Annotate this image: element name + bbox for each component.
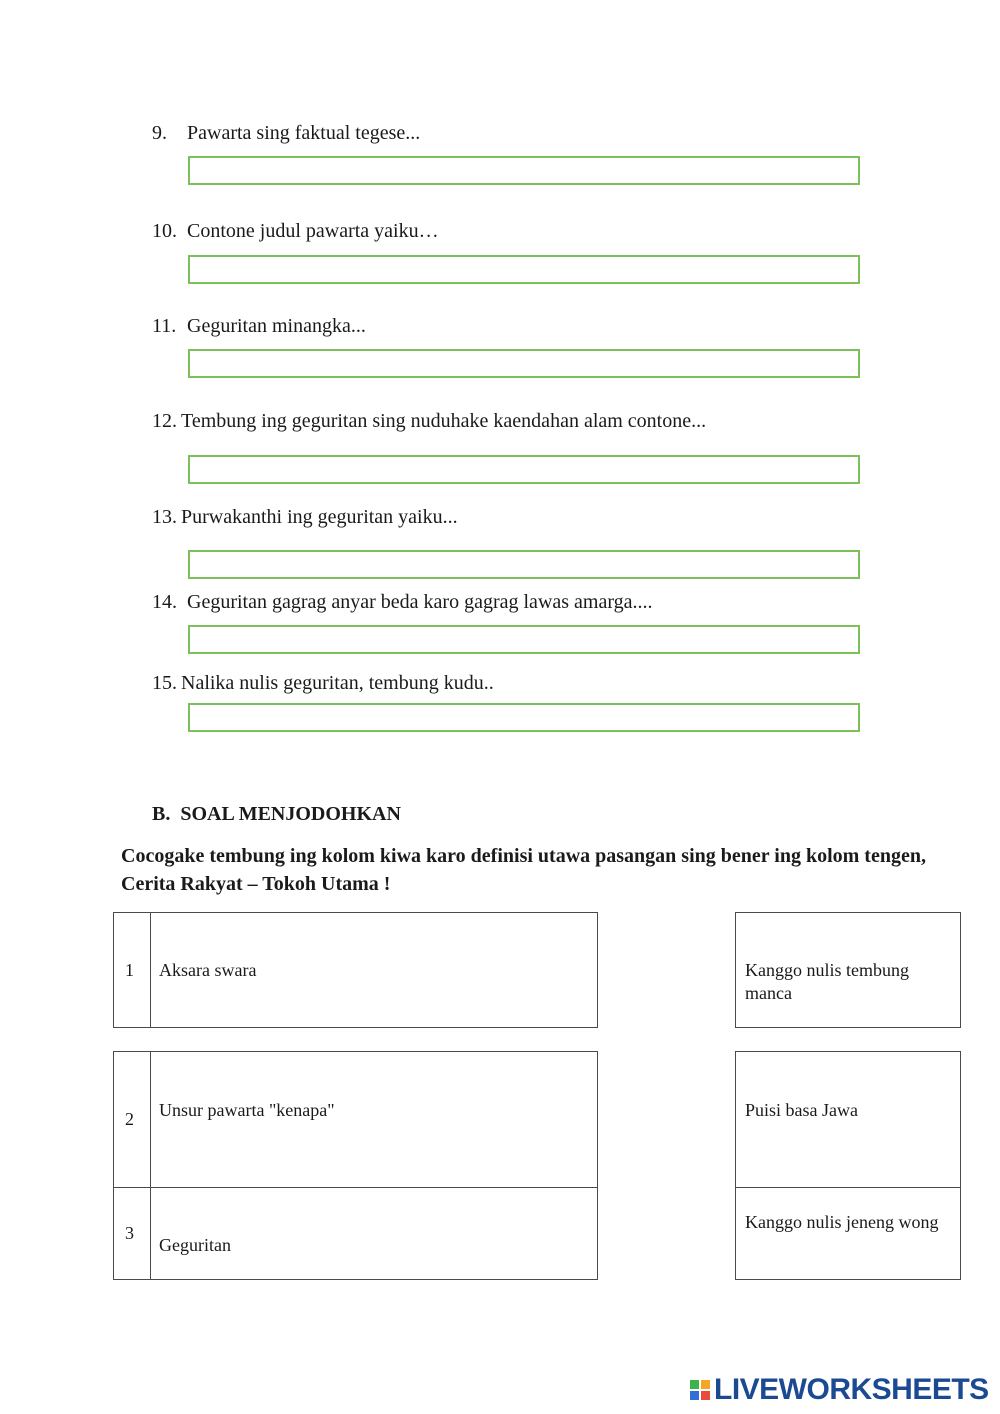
answer-input-14[interactable]	[188, 625, 860, 654]
question-text: Tembung ing geguritan sing nuduhake kaendahan alam contone...	[181, 410, 707, 432]
question-9	[152, 121, 420, 145]
question-number: 12.	[152, 410, 177, 432]
right-item-text: Kanggo nulis jeneng wong	[745, 1212, 939, 1232]
section-title: B. SOAL MENJODOHKAN	[152, 803, 401, 825]
question-number: 13.	[152, 506, 177, 528]
question-number: 9.	[152, 122, 167, 144]
answer-input-9[interactable]	[188, 156, 860, 185]
logo-text: LIVEWORKSHEETS	[714, 1373, 989, 1406]
question-10	[152, 219, 439, 243]
question-text: Purwakanthi ing geguritan yaiku...	[181, 506, 458, 528]
question-text: Pawarta sing faktual tegese...	[187, 122, 421, 144]
left-item-text: Geguritan	[159, 1235, 231, 1255]
question-text: Geguritan gagrag anyar beda karo gagrag lawas amarga....	[187, 591, 653, 613]
logo-mark-icon	[690, 1380, 710, 1400]
question-text: Geguritan minangka...	[187, 315, 366, 337]
question-15	[152, 671, 494, 695]
question-number: 11.	[152, 315, 177, 337]
liveworksheets-logo	[690, 1375, 989, 1405]
left-item-number: 3	[125, 1223, 134, 1243]
question-text: Contone judul pawarta yaiku…	[187, 220, 439, 242]
right-item-text: Puisi basa Jawa	[745, 1100, 858, 1120]
question-number: 15.	[152, 672, 177, 694]
answer-input-11[interactable]	[188, 349, 860, 378]
left-item-number: 1	[125, 960, 134, 980]
left-item-text: Unsur pawarta "kenapa"	[159, 1100, 335, 1120]
left-item-number: 2	[125, 1109, 134, 1129]
question-11	[152, 314, 366, 338]
answer-input-10[interactable]	[188, 255, 860, 284]
question-number: 10.	[152, 220, 177, 242]
question-12	[152, 409, 706, 433]
answer-input-13[interactable]	[188, 550, 860, 579]
instructions: Cocogake tembung ing kolom kiwa karo definisi utawa pasangan sing bener ing kolom tengen, Cerita Rakyat – Tokoh Utama !	[121, 845, 926, 895]
left-item-text: Aksara swara	[159, 960, 257, 980]
question-14	[152, 590, 653, 614]
answer-input-12[interactable]	[188, 455, 860, 484]
question-13	[152, 505, 458, 529]
right-item-text: Kanggo nulis tembung manca	[745, 960, 909, 1003]
question-number: 14.	[152, 591, 177, 613]
answer-input-15[interactable]	[188, 703, 860, 732]
question-text: Nalika nulis geguritan, tembung kudu..	[181, 672, 494, 694]
